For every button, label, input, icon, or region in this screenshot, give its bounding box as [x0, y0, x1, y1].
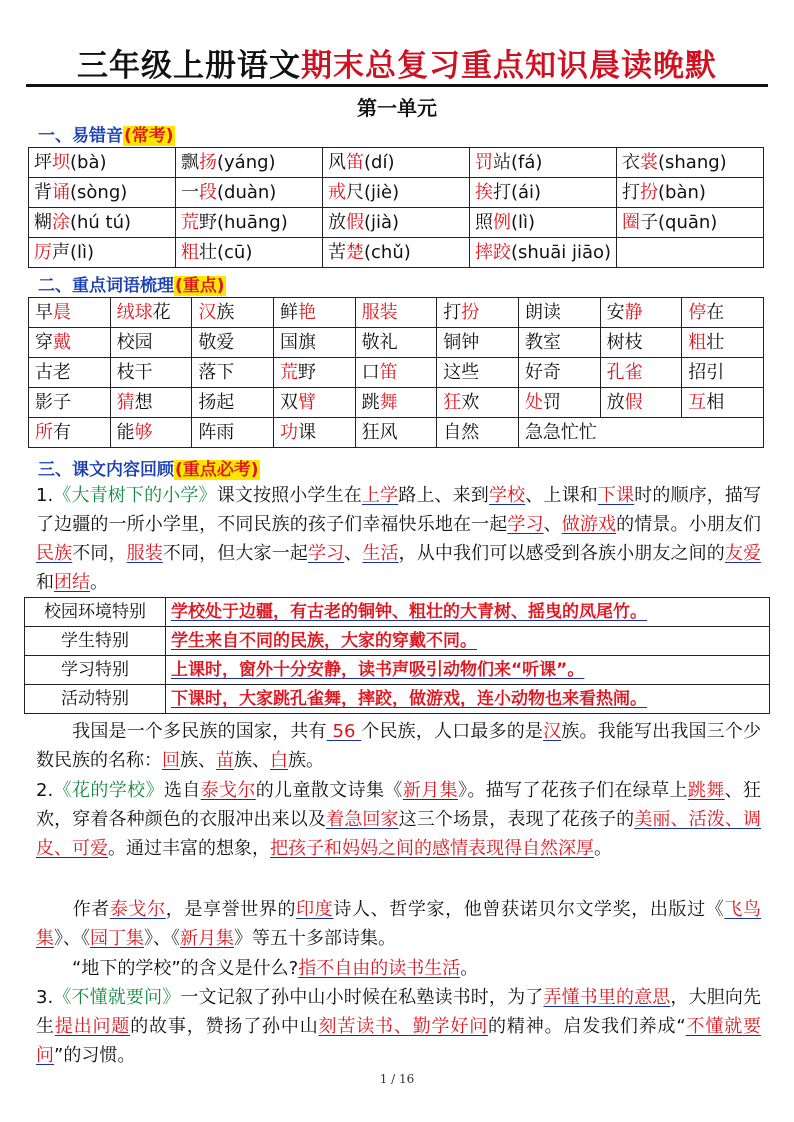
page-title [22, 40, 772, 85]
word-cell: 教室 [518, 328, 600, 358]
paragraph-author: 作者泰戈尔，是享誉世界的印度诗人、哲学家，他曾获诺贝尔文学奖，出版过《飞鸟集》、《园丁集》、《新月集》等五十多部诗集。 [36, 899, 762, 949]
word-cell: 朗读 [518, 298, 600, 328]
word-cell: 放假 [600, 388, 682, 418]
word-cell: 安静 [600, 298, 682, 328]
section-label: 三、课文内容回顾 [38, 460, 174, 480]
word-row [29, 298, 764, 328]
section-tag: (重点) [175, 276, 225, 296]
word-cell: 自然 [437, 418, 519, 448]
feature-row [25, 598, 770, 627]
section-label: 二、重点词语梳理 [38, 276, 174, 296]
feature-value: 学生来自不同的民族，大家的穿戴不同。 [166, 627, 770, 656]
word-cell: 服装 [355, 298, 437, 328]
feature-value: 下课时，大家跳孔雀舞，摔跤，做游戏，连小动物也来看热闹。 [166, 685, 770, 714]
pinyin-cell: 风笛(dí) [323, 148, 470, 178]
word-cell: 好奇 [518, 358, 600, 388]
word-cell: 影子 [29, 388, 111, 418]
word-cell: 互相 [682, 388, 764, 418]
word-row [29, 418, 764, 448]
word-cell: 鲜艳 [273, 298, 355, 328]
pinyin-cell: 罚站(fá) [470, 148, 617, 178]
feature-value: 学校处于边疆，有古老的铜钟、粗壮的大青树、摇曳的凤尾竹。 [166, 598, 770, 627]
word-cell: 处罚 [518, 388, 600, 418]
word-cell: 校园 [110, 328, 192, 358]
title-black-part: 三年级上册语文 [77, 48, 301, 84]
section-label: 一、易错音 [38, 126, 123, 146]
title-red-part: 期末总复习重点知识晨读晚默 [301, 48, 717, 84]
word-cell: 跳舞 [355, 388, 437, 418]
word-cell: 穿戴 [29, 328, 111, 358]
pinyin-cell: 戒尺(jiè) [323, 178, 470, 208]
word-cell: 树枝 [600, 328, 682, 358]
word-cell: 急急忙忙 [518, 418, 763, 448]
feature-value: 上课时，窗外十分安静，读书声吸引动物们来“听课”。 [166, 656, 770, 685]
word-cell: 孔雀 [600, 358, 682, 388]
section-heading-words [38, 271, 226, 296]
word-cell: 能够 [110, 418, 192, 448]
pinyin-cell: 苦楚(chǔ) [323, 238, 470, 268]
paragraph-lesson-3: 3.《不懂就要问》一文记叙了孙中山小时候在私塾读书时，为了弄懂书里的意思，大胆向先生提出问题的故事，赞扬了孙中山刻苦读书、勤学好问的精神。启发我们养成“不懂就要问”的习惯。 [36, 987, 762, 1066]
features-table [24, 597, 770, 714]
word-cell: 狂欢 [437, 388, 519, 418]
word-cell: 扬起 [192, 388, 274, 418]
word-cell: 功课 [273, 418, 355, 448]
pinyin-cell: 糊涂(hú tú) [29, 208, 176, 238]
section-tag: (常考) [124, 126, 174, 146]
word-cell: 所有 [29, 418, 111, 448]
pinyin-cell: 衣裳(shang) [617, 148, 764, 178]
word-cell: 国旗 [273, 328, 355, 358]
pinyin-cell: 照例(lì) [470, 208, 617, 238]
book-title: 《花的学校》 [53, 780, 164, 801]
word-cell: 停在 [682, 298, 764, 328]
section-heading-pinyin [38, 121, 175, 146]
pinyin-cell: 一段(duàn) [176, 178, 323, 208]
word-row [29, 328, 764, 358]
pinyin-cell: 坪坝(bà) [29, 148, 176, 178]
pinyin-row [29, 238, 764, 268]
paragraph-lesson-2: 2.《花的学校》选自泰戈尔的儿童散文诗集《新月集》。描写了花孩子们在绿草上跳舞、狂欢，穿着各种颜色的衣服冲出来以及着急回家这三个场景，表现了花孩子的美丽、活泼、调皮、可爱。通过丰富的想象，把孩子和妈妈之间的感情表现得自然深厚。 [36, 780, 762, 859]
feature-row [25, 685, 770, 714]
word-cell: 阵雨 [192, 418, 274, 448]
pinyin-cell: 放假(jià) [323, 208, 470, 238]
word-cell: 口笛 [355, 358, 437, 388]
pinyin-table [28, 147, 764, 268]
word-cell: 这些 [437, 358, 519, 388]
pinyin-cell: 飘扬(yáng) [176, 148, 323, 178]
book-title: 《不懂就要问》 [53, 987, 181, 1008]
word-cell: 荒野 [273, 358, 355, 388]
word-cell: 敬爱 [192, 328, 274, 358]
page-number: 1 / 16 [379, 1072, 415, 1086]
pinyin-cell: 圈子(quān) [617, 208, 764, 238]
pinyin-cell: 荒野(huāng) [176, 208, 323, 238]
feature-key: 活动特别 [25, 685, 166, 714]
word-cell: 招引 [682, 358, 764, 388]
pinyin-cell: 挨打(ái) [470, 178, 617, 208]
pinyin-cell: 粗壮(cū) [176, 238, 323, 268]
word-cell: 落下 [192, 358, 274, 388]
word-cell: 早晨 [29, 298, 111, 328]
word-row [29, 388, 764, 418]
pinyin-cell: 摔跤(shuāi jiāo) [470, 238, 617, 268]
word-cell: 双臂 [273, 388, 355, 418]
word-cell: 铜钟 [437, 328, 519, 358]
words-table [28, 297, 764, 448]
word-cell: 粗壮 [682, 328, 764, 358]
feature-row [25, 627, 770, 656]
feature-key: 学习特别 [25, 656, 166, 685]
feature-row [25, 656, 770, 685]
book-title: 《大青树下的小学》 [53, 485, 217, 506]
title-underline [26, 84, 768, 87]
word-cell: 敬礼 [355, 328, 437, 358]
word-cell: 枝干 [110, 358, 192, 388]
unit-heading: 第一单元 [357, 96, 437, 120]
pinyin-cell [617, 238, 764, 268]
pinyin-row [29, 148, 764, 178]
word-cell: 狂风 [355, 418, 437, 448]
word-cell: 绒球花 [110, 298, 192, 328]
pinyin-cell: 打扮(bàn) [617, 178, 764, 208]
word-cell: 汉族 [192, 298, 274, 328]
feature-key: 校园环境特别 [25, 598, 166, 627]
word-row [29, 358, 764, 388]
paragraph-nations: 我国是一个多民族的国家，共有 56 个民族，人口最多的是汉族。我能写出我国三个少数民族的名称：回族、苗族、白族。 [36, 721, 762, 771]
section-heading-review [38, 455, 260, 480]
pinyin-row [29, 178, 764, 208]
feature-key: 学生特别 [25, 627, 166, 656]
section-tag: (重点必考) [175, 460, 259, 480]
word-cell: 打扮 [437, 298, 519, 328]
word-cell: 猜想 [110, 388, 192, 418]
paragraph-lesson-1: 1.《大青树下的小学》课文按照小学生在上学路上、来到学校、上课和下课时的顺序，描写了边疆的一所小学里，不同民族的孩子们幸福快乐地在一起学习、做游戏的情景。小朋友们民族不同，服装不同，但大家一起学习、生活，从中我们可以感受到各族小朋友之间的友爱和团结。 [36, 485, 762, 593]
word-cell: 古老 [29, 358, 111, 388]
paragraph-question: “地下的学校”的含义是什么?指不自由的读书生活。 [72, 958, 479, 979]
pinyin-row [29, 208, 764, 238]
pinyin-cell: 厉声(lì) [29, 238, 176, 268]
pinyin-cell: 背诵(sòng) [29, 178, 176, 208]
